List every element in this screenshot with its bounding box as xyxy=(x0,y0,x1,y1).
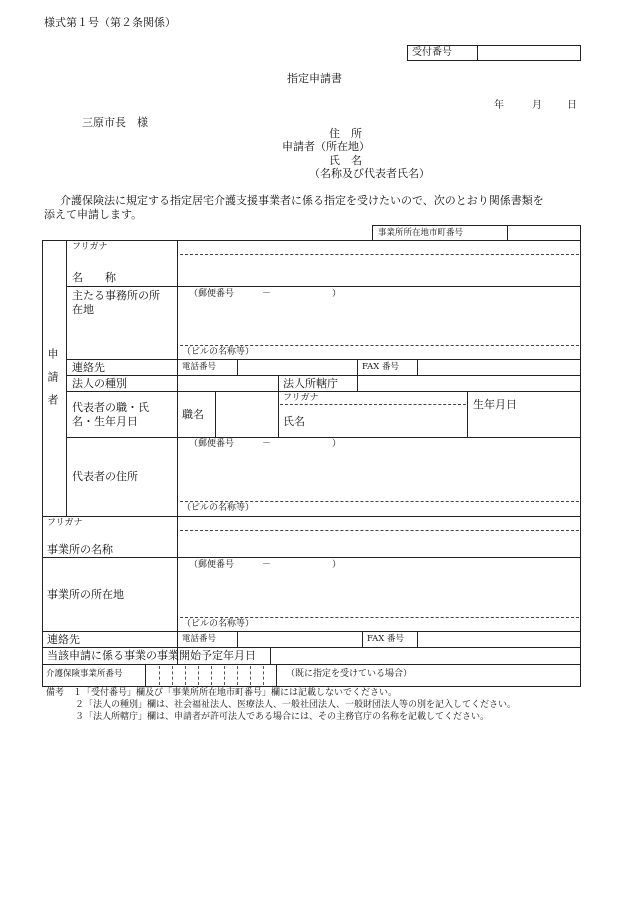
corp-authority-label: 法人所轄庁 xyxy=(283,377,338,390)
office-tel-label: 電話番号 xyxy=(182,634,217,644)
office-furigana-label: フリガナ xyxy=(47,518,83,528)
rep-name-label: 氏名 xyxy=(283,415,305,428)
applicant-side-label: 申請者 xyxy=(46,348,59,417)
intro-text-line1: 介護保険法に規定する指定居宅介護支援事業者に係る指定を受けたいので、次のとおり関係書類を xyxy=(60,194,544,207)
name-row-label: 名 称 xyxy=(72,271,116,284)
application-table xyxy=(42,240,581,687)
main-office-label-1: 主たる事務所の所 xyxy=(72,289,160,302)
note-1: 備考 １「受付番号」欄及び「事業所所在地市町番号」欄には記載しないでください。 xyxy=(46,688,398,698)
intro-text-line2: 添えて申請します。 xyxy=(44,208,143,221)
name-sublabel: （名称及び代表者氏名） xyxy=(309,167,430,180)
note-3: ３「法人所轄庁」欄は、申請者が許可法人である場合には、その主務官庁の名称を記載してください。 xyxy=(75,712,490,722)
name-label: 氏 名 xyxy=(329,154,362,167)
rep-furigana-label: フリガナ xyxy=(283,393,319,403)
office-building-label: （ビルの名称等） xyxy=(182,619,255,629)
address-label: 住 所 xyxy=(329,127,362,140)
office-location-label: 事業所の所在地 xyxy=(47,588,124,601)
postal-label: （郵便番号 xyxy=(189,289,235,299)
document-title: 指定申請書 xyxy=(287,72,342,85)
office-postal-label: （郵便番号 xyxy=(189,560,235,570)
fax-label: FAX 番号 xyxy=(362,362,400,372)
date-year: 年 xyxy=(494,100,504,111)
date-day: 日 xyxy=(567,100,577,111)
rep-building-label: （ビルの名称等） xyxy=(182,503,255,513)
care-number-note: （既に指定を受けている場合） xyxy=(286,669,413,679)
addressee: 三原市長 様 xyxy=(82,116,148,129)
office-fax-label: FAX 番号 xyxy=(367,634,405,644)
rep-label-1: 代表者の職・氏 xyxy=(72,401,149,414)
rep-postal-label: （郵便番号 xyxy=(189,439,235,449)
contact-label: 連絡先 xyxy=(72,361,105,374)
applicant-label: 申請者（所在地） xyxy=(282,140,370,153)
date-month: 月 xyxy=(532,100,542,111)
office-city-code-label: 事業所所在地市町番号 xyxy=(378,228,464,238)
furigana-label: フリガナ xyxy=(72,242,108,252)
rep-label-2: 名・生年月日 xyxy=(72,415,138,428)
note-2: ２「法人の種別」欄は、社会福祉法人、医療法人、一般社団法人、一般財団法人等の別を記入してください。 xyxy=(75,700,517,710)
building-label: （ビルの名称等） xyxy=(182,347,255,357)
office-postal-close: ） xyxy=(332,560,342,570)
main-office-label-2: 在地 xyxy=(72,303,94,316)
tel-label: 電話番号 xyxy=(182,362,217,372)
form-id: 様式第１号（第２条関係） xyxy=(44,16,176,29)
corp-type-label: 法人の種別 xyxy=(72,377,127,390)
rep-address-label: 代表者の住所 xyxy=(72,470,138,483)
rep-postal-dash: － xyxy=(262,439,272,449)
postal-dash: － xyxy=(262,289,272,299)
receipt-number-label: 受付番号 xyxy=(412,47,452,58)
postal-close: ） xyxy=(332,289,342,299)
birthdate-label: 生年月日 xyxy=(473,398,517,411)
office-contact-label: 連絡先 xyxy=(47,633,80,646)
start-date-label: 当該申請に係る事業の事業開始予定年月日 xyxy=(47,649,256,662)
rep-postal-close: ） xyxy=(332,439,342,449)
office-name-label: 事業所の名称 xyxy=(47,543,113,556)
title-label: 職名 xyxy=(182,408,204,421)
care-number-label: 介護保険事業所番号 xyxy=(46,669,123,679)
office-postal-dash: － xyxy=(262,560,272,570)
